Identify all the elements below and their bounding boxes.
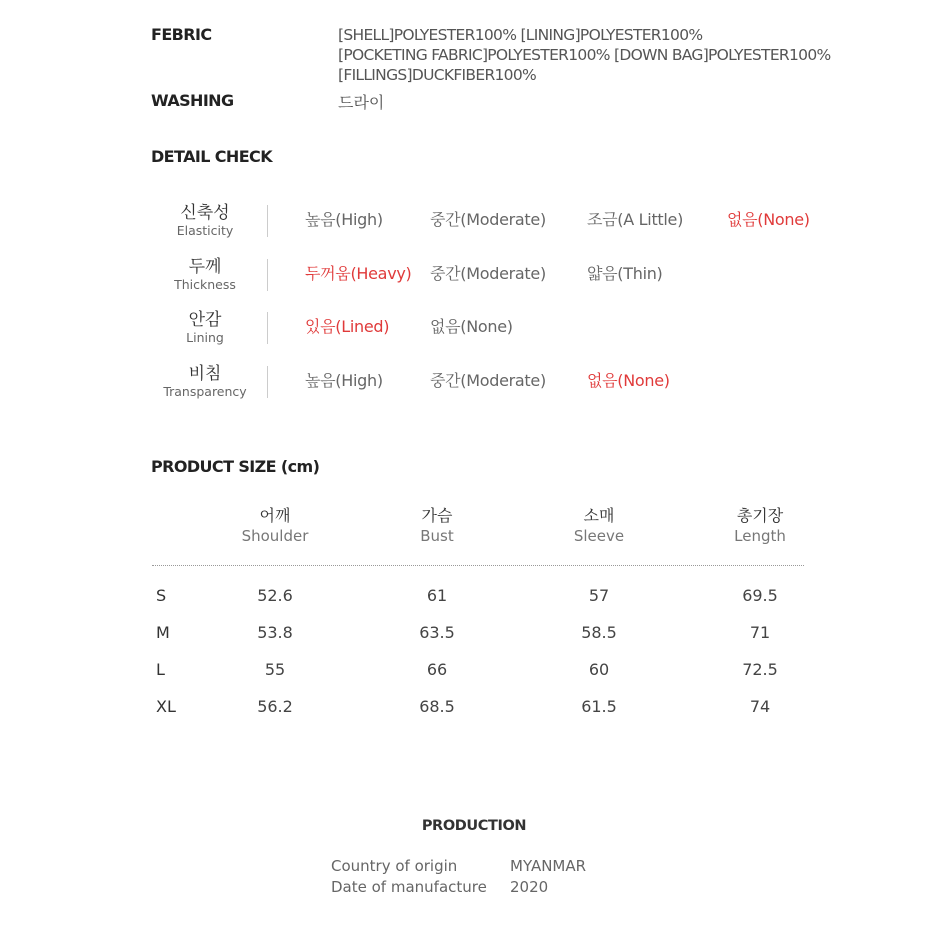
column-header-en: Bust	[420, 527, 454, 545]
size-label: L	[156, 660, 165, 679]
detail-option: 중간(Moderate)	[430, 371, 546, 390]
separator	[267, 205, 268, 237]
size-column-header	[215, 506, 335, 546]
production-value: 2020	[510, 878, 549, 896]
detail-label-en: Thickness	[174, 277, 236, 292]
production-row	[0, 878, 948, 900]
washing-value: 드라이	[338, 93, 385, 112]
table-cell: 66	[426, 660, 448, 679]
detail-option-selected: 없음(None)	[587, 371, 670, 390]
washing-label: WASHING	[151, 91, 234, 110]
column-header-ko: 소매	[583, 506, 615, 525]
table-row	[0, 623, 948, 653]
table-cell: 57	[588, 586, 610, 605]
column-header-en: Length	[734, 527, 786, 545]
detail-row-thickness	[0, 257, 948, 301]
column-header-en: Sleeve	[573, 527, 625, 545]
table-row	[0, 660, 948, 690]
detail-check-title: DETAIL CHECK	[151, 147, 272, 166]
detail-label-en: Transparency	[163, 384, 247, 399]
table-cell: 71	[749, 623, 771, 642]
detail-option-selected: 두꺼움(Heavy)	[305, 264, 412, 283]
product-size-title: PRODUCT SIZE (cm)	[151, 457, 320, 476]
separator	[267, 366, 268, 398]
detail-row-label	[150, 203, 260, 239]
table-cell: 61	[426, 586, 448, 605]
detail-option: 높음(High)	[305, 371, 383, 390]
size-label: XL	[156, 697, 176, 716]
table-cell: 69.5	[742, 586, 778, 605]
size-column-header	[539, 506, 659, 546]
detail-option: 높음(High)	[305, 210, 383, 229]
table-cell: 72.5	[742, 660, 778, 679]
table-cell: 52.6	[257, 586, 293, 605]
detail-option: 중간(Moderate)	[430, 210, 546, 229]
separator	[267, 312, 268, 344]
production-key: Date of manufacture	[331, 878, 487, 896]
table-cell: 58.5	[581, 623, 617, 642]
fabric-label: FEBRIC	[151, 25, 212, 44]
table-cell: 55	[264, 660, 286, 679]
production-value: MYANMAR	[510, 857, 587, 875]
fabric-line: [FILLINGS]DUCKFIBER100%	[338, 66, 537, 84]
size-label: M	[156, 623, 170, 642]
table-row	[0, 586, 948, 616]
separator	[267, 259, 268, 291]
column-header-ko: 총기장	[736, 506, 784, 525]
detail-option: 중간(Moderate)	[430, 264, 546, 283]
fabric-line: [POCKETING FABRIC]POLYESTER100% [DOWN BAG]POLYESTER100%	[338, 46, 831, 64]
detail-row-label	[150, 364, 260, 400]
detail-row-label	[150, 310, 260, 346]
size-column-header	[700, 506, 820, 546]
detail-row-label	[150, 257, 260, 293]
detail-option: 얇음(Thin)	[587, 264, 663, 283]
production-title: PRODUCTION	[421, 818, 527, 834]
table-divider	[152, 565, 804, 566]
size-label: S	[156, 586, 167, 605]
table-cell: 53.8	[257, 623, 293, 642]
detail-label-ko: 두께	[188, 257, 222, 277]
detail-label-ko: 신축성	[180, 203, 230, 223]
table-cell: 68.5	[419, 697, 455, 716]
fabric-composition	[338, 25, 898, 85]
table-row	[0, 697, 948, 727]
detail-option-selected: 있음(Lined)	[305, 317, 390, 336]
detail-label-ko: 비침	[188, 364, 222, 384]
detail-row-lining	[0, 310, 948, 354]
detail-option-selected: 없음(None)	[727, 210, 810, 229]
production-key: Country of origin	[331, 857, 458, 875]
fabric-line: [SHELL]POLYESTER100% [LINING]POLYESTER100%	[338, 26, 703, 44]
table-cell: 74	[749, 697, 771, 716]
detail-label-en: Lining	[186, 330, 224, 345]
column-header-en: Shoulder	[241, 527, 309, 545]
table-cell: 60	[588, 660, 610, 679]
table-cell: 63.5	[419, 623, 455, 642]
detail-option: 조금(A Little)	[587, 210, 684, 229]
production-row	[0, 857, 948, 879]
column-header-ko: 가슴	[421, 506, 453, 525]
table-cell: 56.2	[257, 697, 293, 716]
size-column-header	[377, 506, 497, 546]
detail-row-transparency	[0, 364, 948, 408]
table-cell: 61.5	[581, 697, 617, 716]
column-header-ko: 어깨	[259, 506, 291, 525]
detail-label-ko: 안감	[188, 310, 222, 330]
detail-option: 없음(None)	[430, 317, 513, 336]
detail-row-elasticity	[0, 203, 948, 247]
detail-label-en: Elasticity	[176, 223, 234, 238]
